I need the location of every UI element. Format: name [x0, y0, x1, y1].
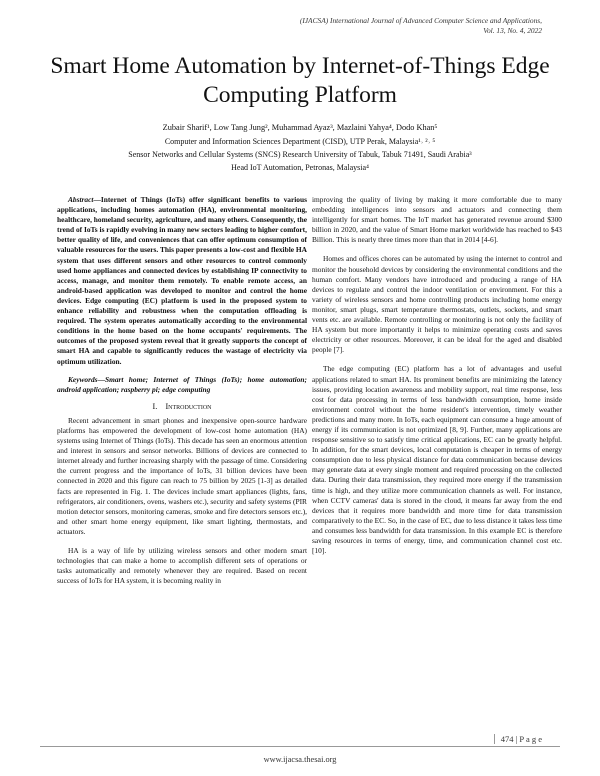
title-line-1: Smart Home Automation by Internet-of-Things Edge: [50, 53, 550, 79]
body-paragraph: Homes and offices chores can be automated by using the internet to control and monitor the household devices by considering the environmental conditions and the human comfort. Many vendors have introduced and producing a range of HA devices to regulate and control the indoor ventilation or environment. For this a variety of wireless sensors and home controlling products including home energy monitor, smart plugs, smart temperature thermostats, outlets, sockets, and smart vents etc. are available. Remote controlling or monitoring is not only the facility of HA system but more importantly it helps to minimize operating costs and saves electricity or other resources. Moreover, it can be ideal for the aged and disabled people [7].: [312, 254, 562, 355]
journal-volume: Vol. 13, No. 4, 2022: [483, 26, 542, 35]
abstract: [57, 195, 307, 367]
journal-header: [182, 16, 542, 36]
body-paragraph: improving the quality of living by making it more comfortable due to many embedding intelligences into sensors and actuators and connecting them intelligently for smart homes. The IoT market has generated revenue around $300 billion in 2020, and the value of Smart Home market worldwide has reached to $43 Billion. This is nearly three times more than that in 2014 [4-6].: [312, 195, 562, 245]
right-column: [312, 195, 562, 556]
section-heading-introduction: [57, 402, 307, 412]
body-paragraph: HA is a way of life by utilizing wireless sensors and other modern smart technologies that can make a home to accomplish different sets of operations or tasks automatically and remotely whenever they are required. Based on recent success of IoTs for HA system, it is becoming reality in: [57, 546, 307, 586]
affiliation-2: Sensor Networks and Cellular Systems (SNCS) Research University of Tabuk, Tabuk 71491, Saudi Arabia³: [128, 150, 472, 159]
footer-divider: [40, 746, 560, 747]
keywords-text: Smart home; Internet of Things (IoTs); home automation; android application; raspberry pi; edge computing: [57, 374, 307, 394]
body-paragraph: The edge computing (EC) platform has a lot of advantages and useful applications related to smart HA. Its prominent benefits are minimizing the latency issues, providing location awareness and mobility support, real time response, less cost for data processing in terms of less bandwidth consumption, home inside environment control without the home resident's intervention, timely weather predictions and many more. In IoTs, each equipment can consume a huge amount of energy if its communication is not optimized [8, 9]. Further, many applications are response sensitive so to satisfy time critical applications, EC can be greatly helpful. In addition, for the smart devices, local computation is cheaper in terms of energy consumption due to less physical distance for data communication because devices may generate data at every single moment and required processing on the collected data. During their data transmission, they required more energy if the transmission time is high, and they utilize more communication channels as well. For instance, when CCTV cameras' data is stored in the cloud, it means far away from the end devices that it requires more bandwidth and more time for data transmission comparatively to the EC. So, in the case of EC, due to less distance it takes less time and consumes less bandwidth for data transmission. In this example EC is therefore saving resources in terms of energy, time, and communication channel cost etc. [10].: [312, 364, 562, 556]
title-line-2: Computing Platform: [203, 82, 397, 108]
keywords-label: Keywords—: [68, 374, 105, 384]
journal-name: (IJACSA) International Journal of Advanced Computer Science and Applications,: [299, 16, 542, 25]
paper-title: [30, 52, 570, 110]
page-number: 474 | P a g e: [494, 734, 542, 744]
section-number: I.: [152, 401, 158, 411]
affiliation-1: Computer and Information Sciences Department (CISD), UTP Perak, Malaysia¹˒ ²˒ ⁵: [164, 137, 436, 146]
left-column: [57, 195, 307, 586]
abstract-label: Abstract—: [68, 195, 101, 204]
journal-url: www.ijacsa.thesai.org: [263, 755, 337, 764]
abstract-text: Internet of Things (IoTs) offer significant benefits to various applications, including homes automation (HA), environmental monitoring, healthcare, homeland security, agriculture, and many others. Consequently, the trend of IoTs is rapidly evolving in many new sectors leading to higher comfort, better quality of life, and conveniences that can offer optimum consumption of valuable resources for the users. This paper presents a low-cost and flexible HA system that uses different sensors and other resources to control commonly used home appliances and connected devices by establishing IP connectivity to access, manage, and monitor them remotely. To enable remote access, an android-based application was developed to monitor and control the home devices. Edge computing (EC) platform is used in the proposed system to enhance reliability and robustness when the computation offloading is required. The system operates automatically according to the environmental conditions in the home based on the home occupants' requirements. The outcomes of the proposed system reveal that it greatly supports the concept of smart HA and capable to significantly reduces the wastage of electricity via optimum utilization.: [57, 195, 307, 366]
body-paragraph: Recent advancement in smart phones and inexpensive open-source hardware platforms has empowered the development of low-cost home automation (HA) systems using Internet of Things (IoTs). This decade has seen an enormous attention and interest in sensors and sensor networks. Billions of devices are connected to internet already and further increasing sharply with the passage of time. Considering the current progress and the importance of IoTs, 31 billion devices have been connected in 2020 and this figure can reach to 75 billion by 2025 [1-3] as detailed facts are represented in Fig. 1. The devices include smart appliances (lights, fans, refrigerators, air conditioners, ovens, washers etc.), security and safety systems (PIR motion detector sensors, monitoring cameras, smoke and fire detectors sensors etc.), and other smart home energy equipment, like smart lighting, thermostats, and actuators.: [57, 415, 307, 536]
section-title: Introduction: [165, 401, 212, 411]
keywords: [57, 375, 307, 395]
affiliation-3: Head IoT Automation, Petronas, Malaysia⁴: [231, 163, 369, 172]
author-list: Zubair Sharif¹, Low Tang Jung², Muhammad Ayaz³, Mazlaini Yahya⁴, Dodo Khan⁵: [162, 123, 438, 132]
